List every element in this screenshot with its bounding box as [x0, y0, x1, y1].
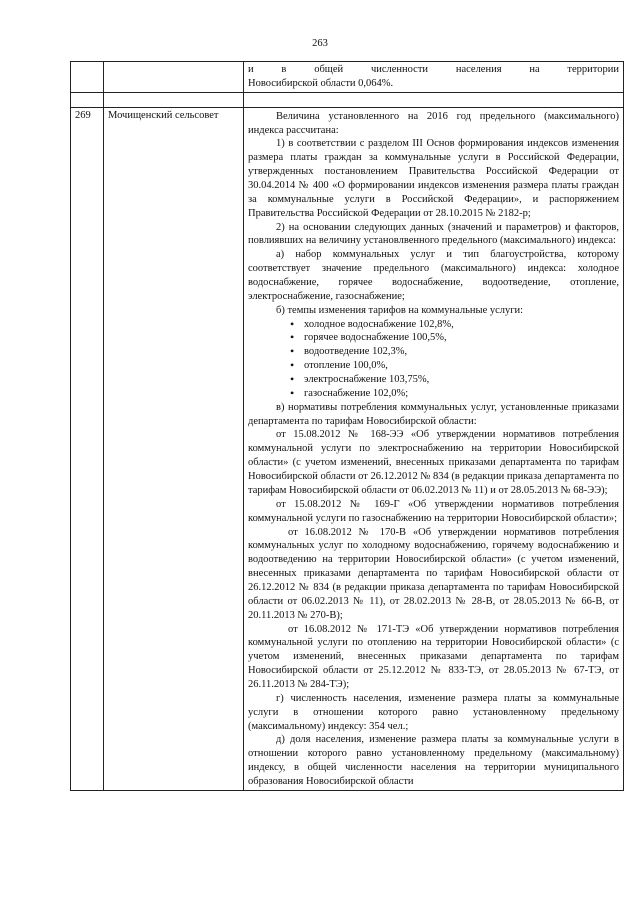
- tariff-list: [248, 318, 619, 401]
- cell-name-empty: [104, 62, 244, 93]
- list-item: • горячее водоснабжение 100,5%,: [290, 331, 619, 345]
- table-row-269: [71, 107, 624, 790]
- order-1-paragraph: от 15.08.2012 № 168-ЭЭ «Об утверждении нормативов потребления коммунальной услуги по электроснабжению на территории Новосибирской области» (с учетом изменений, внесенных приказами департамента по тарифам Новосибирской области от 26.12.2012 № 834 (в редакции приказа департамента по тарифам Новосибирской области от 06.02.2013 № 11) и от 28.05.2013 № 68-ЭЭ);: [248, 429, 619, 496]
- list-item: • отопление 100,0%,: [290, 359, 619, 373]
- list-item: • водоотведение 102,3%,: [290, 345, 619, 359]
- item-a-paragraph: а) набор коммунальных услуг и тип благоустройства, которому соответствует значение предельного (максимального) индекса: холодное водоснабжение, горячее водоснабжение, водоотведение, отопление, электроснабжение, газоснабжение;: [248, 249, 619, 302]
- item-1-paragraph: 1) в соответствии с разделом III Основ формирования индексов изменения размера платы граждан за коммунальные услуги в Российской Федерации, утвержденных постановлением Правительства Российской Федерации от 30.04.2014 № 400 «О формировании индексов изменения размера платы граждан за коммунальные услуги в Российской Федерации», и распоряжением Правительства Российской Федерации от 28.10.2015 № 2182-р;: [248, 138, 619, 219]
- order-3-paragraph: от 16.08.2012 № 170-В «Об утверждении нормативов потребления коммунальных услуг по холодному водоснабжению, горячему водоснабжению и водоотведению на территории Новосибирской области» (с учетом изменений, внесенных приказами департамента по тарифам Новосибирской области от 26.12.2012 № 834 (в редакции приказа департамента по тарифам Новосибирской области от 06.02.2013 № 11), от 28.02.2013 № 28-В, от 28.05.2013 № 66-В, от 20.11.2013 № 270-В);: [248, 526, 619, 621]
- intro-paragraph: Величина установленного на 2016 год предельного (максимального) индекса рассчитана:: [248, 110, 619, 136]
- index-table: [70, 61, 624, 791]
- item-b-paragraph: б) темпы изменения тарифов на коммунальные услуги:: [276, 304, 524, 316]
- list-item: • холодное водоснабжение 102,8%,: [290, 318, 619, 332]
- index-description: [244, 107, 624, 790]
- list-item: • газоснабжение 102,0%;: [290, 387, 619, 401]
- item-g-paragraph: г) численность населения, изменение размера платы за коммунальные услуги в отношении которого равно установленному предельному (максимальному) индексу: 354 чел.;: [248, 692, 619, 732]
- item-v-paragraph: в) нормативы потребления коммунальных услуг, установленные приказами департамента по тарифам Новосибирской области:: [248, 401, 619, 427]
- municipality-name: Мочищенский сельсовет: [104, 107, 244, 790]
- item-d-paragraph: д) доля населения, изменение размера платы за коммунальные услуги в отношении которого равно установленному предельному (максимальному) индексу, в общей численности населения на территории муниципального образования Новосибирской области: [248, 734, 619, 787]
- page-number: 263: [312, 38, 328, 49]
- continuation-line-2: Новосибирской области 0,064%.: [248, 77, 394, 89]
- continuation-line-1: и в общей численности населения на территории: [248, 64, 619, 75]
- table-spacer-row: [71, 92, 624, 107]
- list-item: • электроснабжение 103,75%,: [290, 373, 619, 387]
- row-number: 269: [71, 107, 104, 790]
- cell-content-continuation: [244, 62, 624, 93]
- order-2-paragraph: от 15.08.2012 № 169-Г «Об утверждении нормативов потребления коммунальной услуги по газоснабжению на территории Новосибирской области»;: [248, 498, 619, 524]
- item-2-paragraph: 2) на основании следующих данных (значений и параметров) и факторов, повлиявших на величину установлвенного предельного (максимального) индекса:: [248, 221, 619, 247]
- cell-number-empty: [71, 62, 104, 93]
- order-4-paragraph: от 16.08.2012 № 171-ТЭ «Об утверждении нормативов потребления коммунальной услуги по отоплению на территории Новосибирской области» (с учетом изменений, внесенных приказами департамента по тарифам Новосибирской области от 25.12.2012 № 833-ТЭ, от 28.05.2013 № 67-ТЭ, от 26.11.2013 № 284-ТЭ);: [248, 623, 619, 690]
- table-row-continuation: [71, 62, 624, 93]
